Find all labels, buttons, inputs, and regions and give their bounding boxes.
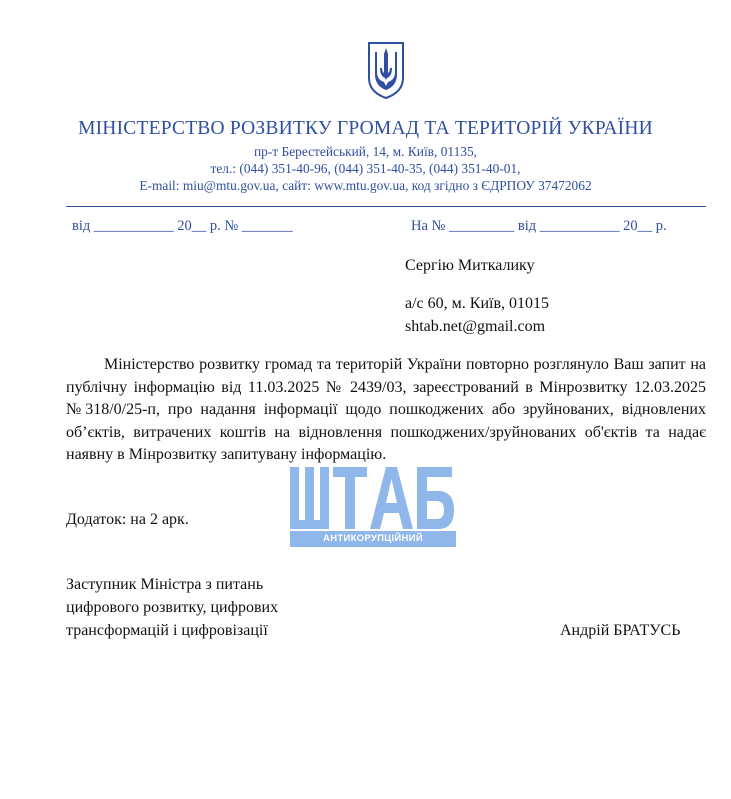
recipient-email: shtab.net@gmail.com [405,318,546,335]
incoming-registration: На № _________ від ___________ 20__ р. [411,218,667,234]
shtab-watermark-logo [290,465,456,549]
signer-position-line-2: цифрового розвитку, цифрових [66,599,279,616]
ministry-title: МІНІСТЕРСТВО РОЗВИТКУ ГРОМАД ТА ТЕРИТОРІЙ УКРАЇНИ [78,118,653,139]
ministry-phones: тел.: (044) 351-40-96, (044) 351-40-35, (044) 351-40-01, [210,161,521,176]
signer-position-line-1: Заступник Міністра з питань [66,576,264,593]
outgoing-registration: від ___________ 20__ р. № _______ [72,218,293,234]
shtab-logo-letters [290,465,456,531]
shtab-logo-subtitle: АНТИКОРУПЦІЙНИЙ [323,533,423,544]
header-divider [66,206,706,207]
shtab-logo-subtitle-bar [290,531,456,547]
signer-name: Андрій БРАТУСЬ [560,622,681,639]
recipient-name: Сергію Миткалику [405,257,535,274]
trident-emblem-icon [366,40,406,100]
recipient-address: а/с 60, м. Київ, 01015 [405,295,550,312]
signer-position-line-3: трансформацій і цифровізації [66,622,268,639]
ministry-contacts: E-mail: miu@mtu.gov.ua, сайт: www.mtu.gov.ua, код згідно з ЄДРПОУ 37472062 [139,178,592,193]
attachment-note: Додаток: на 2 арк. [66,511,189,528]
letter-body [66,354,706,467]
ministry-address: пр-т Берестейський, 14, м. Київ, 01135, [253,144,478,159]
body-paragraph: Міністерство розвитку громад та територій України повторно розглянуло Ваш запит на публічну інформацію від 11.03.2025 № 2439/03, зареєстрований в Мінрозвитку 12.03.2025 №318/0/25-п, про надання інформації щодо пошкоджених або зруйнованих, відновлених об’єктів, витрачених коштів на відновлення пошкоджених/зруйнованих об'єктів та надає наявну в Мінрозвитку запитувану інформацію. [66,356,706,464]
